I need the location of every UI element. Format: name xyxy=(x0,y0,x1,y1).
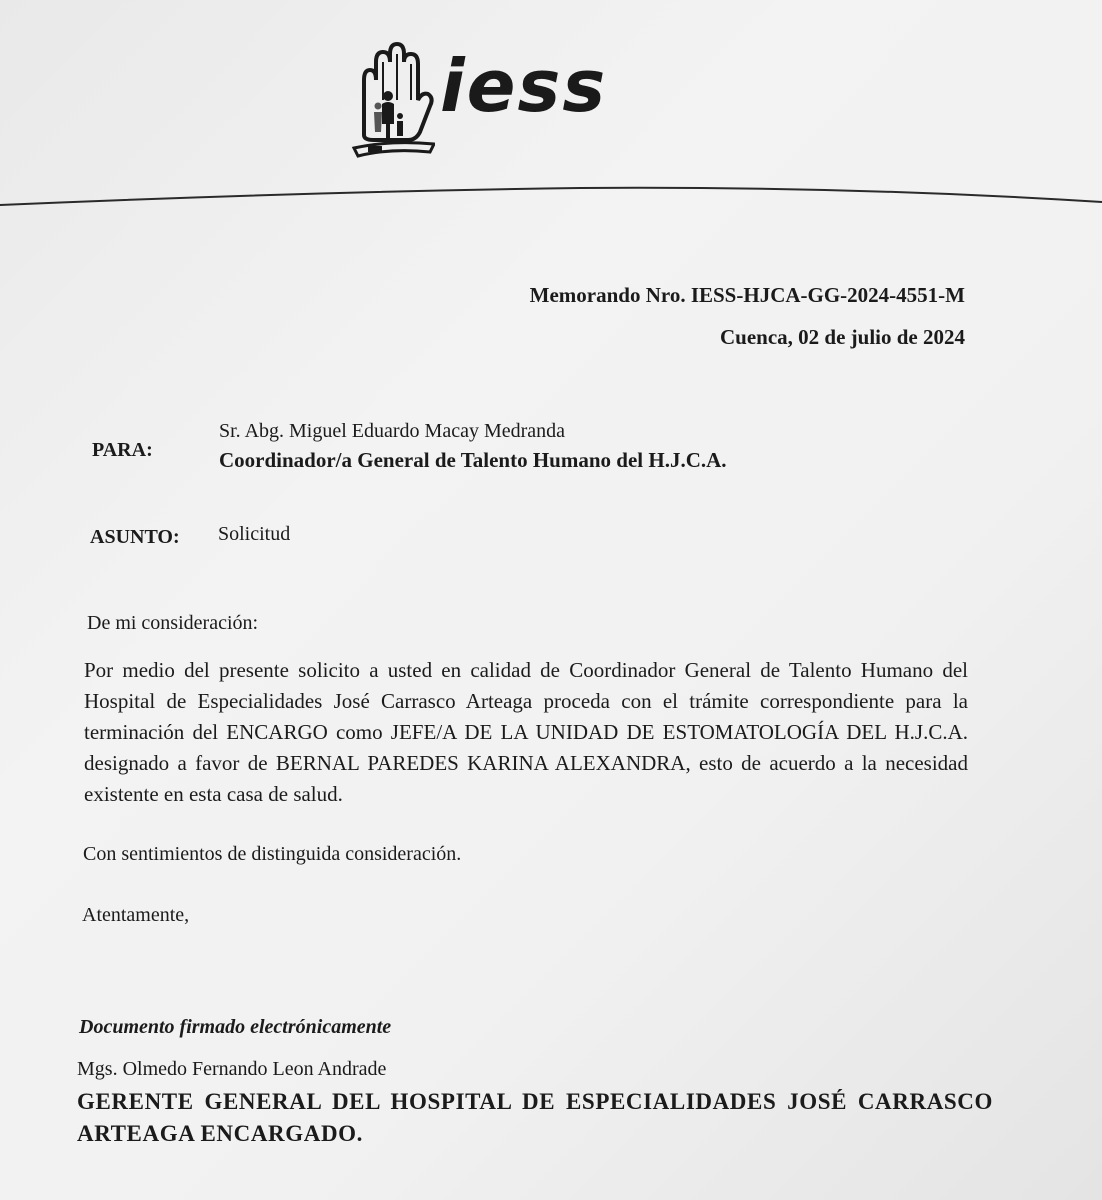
subject-value: Solicitud xyxy=(218,523,291,545)
electronic-signature-note: Documento firmado electrónicamente xyxy=(79,1016,392,1038)
recipient-label: PARA: xyxy=(92,439,153,461)
body-paragraph: Por medio del presente solicito a usted en calidad de Coordinador General de Talento Humano del Hospital de Especialidades José Carrasco Arteaga proceda con el trámite correspondiente para la terminación del ENCARGO como JEFE/A DE LA UNIDAD DE ESTOMATOLOGÍA DEL H.J.C.A. designado a favor de BERNAL PAREDES KARINA ALEXANDRA, esto de acuerdo a la necesidad existente en esta casa de salud. xyxy=(84,658,968,806)
memo-number: Memorando Nro. IESS-HJCA-GG-2024-4551-M xyxy=(529,283,965,307)
recipient-name: Sr. Abg. Miguel Eduardo Macay Medranda xyxy=(219,420,566,442)
signer-name: Mgs. Olmedo Fernando Leon Andrade xyxy=(77,1058,387,1080)
header-divider xyxy=(0,150,1102,220)
recipient-role: Coordinador/a General de Talento Humano del H.J.C.A. xyxy=(219,448,727,472)
iess-hand-logo-icon xyxy=(350,40,435,160)
closing-line: Con sentimientos de distinguida consideración. xyxy=(83,843,462,865)
regards: Atentamente, xyxy=(82,904,190,926)
subject-label: ASUNTO: xyxy=(90,526,180,548)
letterhead xyxy=(0,0,1102,215)
memo-date: Cuenca, 02 de julio de 2024 xyxy=(719,325,965,349)
greeting: De mi consideración: xyxy=(87,612,259,634)
iess-wordmark: iess xyxy=(440,44,608,128)
signer-title: GERENTE GENERAL DEL HOSPITAL DE ESPECIALIDADES JOSÉ CARRASCO ARTEAGA ENCARGADO. xyxy=(77,1089,993,1146)
